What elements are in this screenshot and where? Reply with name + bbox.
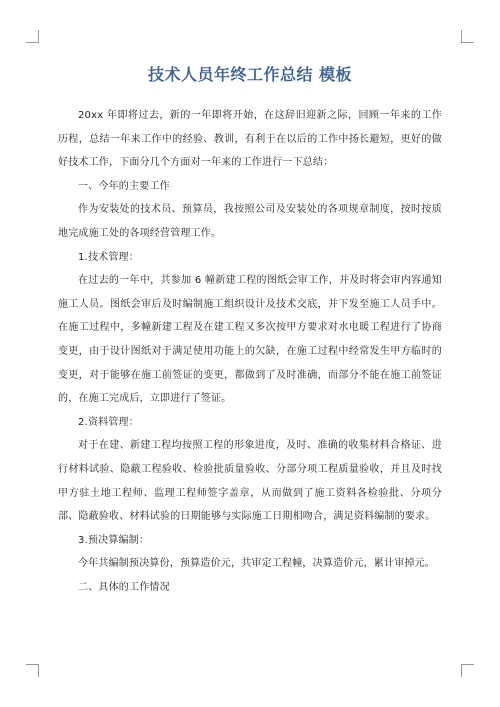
corner-mark-top-left [26, 30, 39, 43]
subheading-budget: 3.预决算编制： [78, 534, 150, 546]
section-heading-main-work: 一、今年的主要工作 [78, 180, 170, 192]
section-heading-details: 二、具体的工作情况 [78, 581, 170, 593]
paragraph-budget: 今年共编制预决算份，预算造价元，共审定工程幢，决算造价元，累计审掉元。 [78, 558, 435, 570]
corner-mark-bottom-right [461, 664, 474, 677]
paragraph-document-management: 对于在建、新建工程均按照工程的形象进度，及时、准确的收集材料合格证、进行材料试验、隐蔽工程验收、检验批质量验收、分部分项工程质量验收，并且及时找甲方驻土地工程师、监理工程师签字盖章，从而做到了施工资料各检验批、分项分部、隐蔽验收、材料试验的日期能够与实际施工日期相吻合，满足资料编制的要求。 [58, 440, 442, 523]
paragraph-tech-management: 在过去的一年中，共参加 6 幢新建工程的图纸会审工作，并及时将会审内容通知施工人员。图纸会审后及时编制施工组织设计及技术交底，并下发至施工人员手中。在施工过程中，多幢新建工程及在建工程又多次按甲方要求对水电暖工程进行了协商变更，由于设计图纸对于满足使用功能上的欠缺，在施工过程中经常发生甲方临时的变更，对于能够在施工前签证的变更，都做到了及时准确，而部分不能在施工前签证的，在施工完成后，立即进行了签证。 [58, 275, 442, 405]
subheading-document-management: 2.资料管理： [78, 416, 139, 428]
corner-mark-top-right [461, 30, 474, 43]
corner-mark-bottom-left [26, 664, 39, 677]
intro-paragraph: 20xx 年即将过去，新的一年即将开始，在这辞旧迎新之际，回顾一年来的工作历程，总结一年来工作中的经验、教训，有利于在以后的工作中扬长避短，更好的做好技术工作，下面分几个方面对一年来的工作进行一下总结： [58, 110, 442, 169]
document-title: 技术人员年终工作总结 模板 [147, 65, 353, 84]
paragraph-role: 作为安装处的技术员、预算员，我按照公司及安装处的各项规章制度，按时按质地完成施工处的各项经营管理工作。 [58, 204, 442, 239]
subheading-tech-management: 1.技术管理： [78, 251, 139, 263]
document-body [58, 62, 442, 599]
